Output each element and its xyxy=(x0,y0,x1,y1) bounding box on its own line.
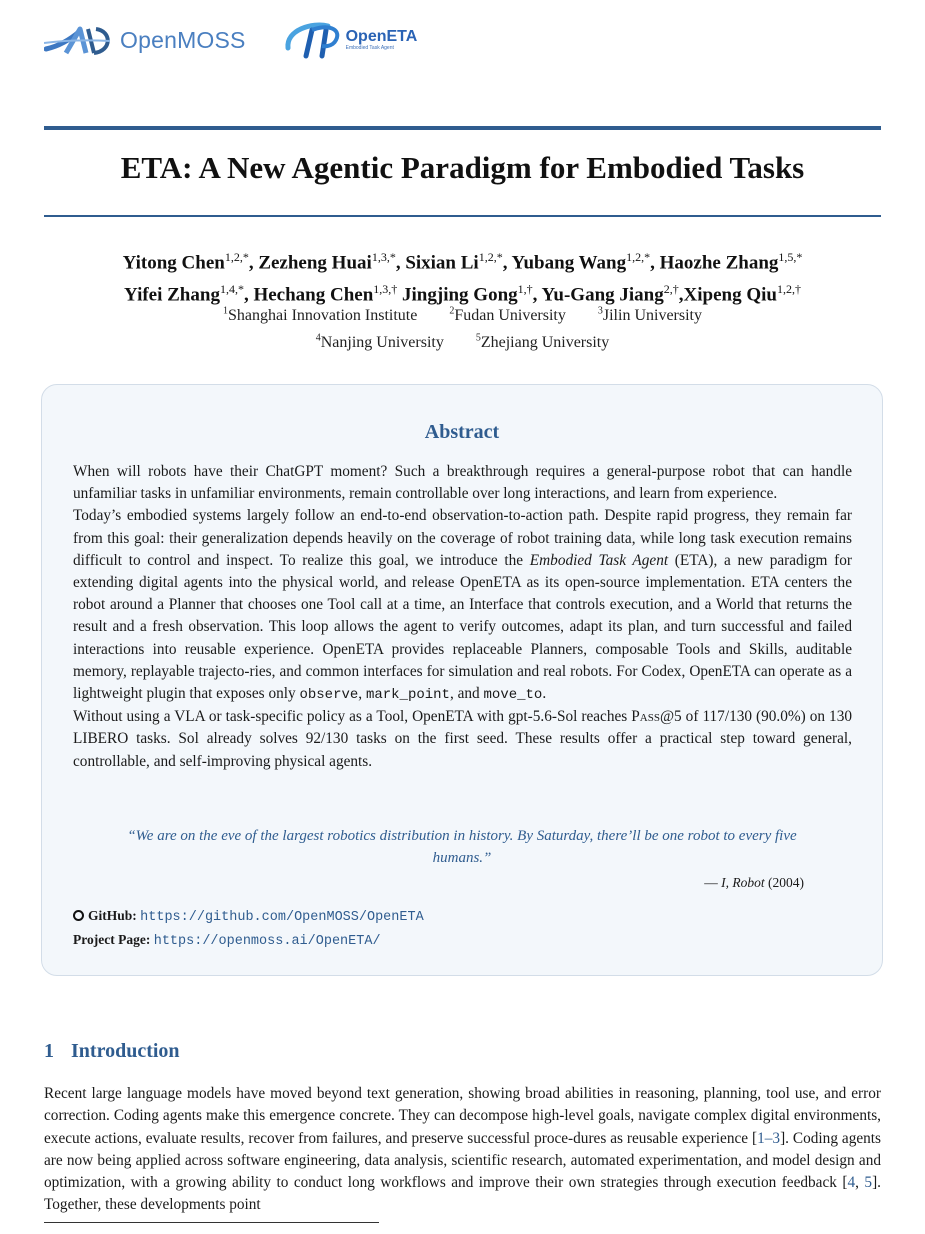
author-affiliation-marker: 1,† xyxy=(517,282,533,297)
section-title: Introduction xyxy=(71,1040,180,1062)
code-observe: observe xyxy=(299,687,359,704)
author-name: Zezheng Huai xyxy=(258,252,372,274)
introduction-paragraph: Recent large language models have moved beyond text generation, showing broad abilities in reasoning, planning, tool use, and error correction. Coding agents make this emergence concrete. They can decompose high-level goals, navigate complex digital environments, execute actions, evaluate results, recover from failures, and preserve successful proce-dures as reusable experience [1–3]. Coding agents are now being applied across software engineering, data analysis, scientific research, automated experimentation, and model design and optimization, with a growing ability to conduct long workflows and improve their own strategies through execution feedback [4, 5]. Together, these developments point xyxy=(44,1085,881,1214)
author-name: Yitong Chen xyxy=(122,252,225,274)
author-affiliation-marker: 1,3,† xyxy=(373,282,398,297)
openeta-mark-icon xyxy=(282,20,346,60)
epigraph-quote: “We are on the eve of the largest robotics distribution in history. By Saturday, there’ll be one robot to every five humans.” xyxy=(127,828,797,866)
author-affiliation-marker: 2,† xyxy=(663,282,679,297)
github-row xyxy=(73,905,424,929)
author-affiliation-marker: 1,3,* xyxy=(371,250,396,264)
author-name: Yifei Zhang xyxy=(124,284,220,306)
author-name: Yu-Gang Jiang xyxy=(541,284,664,306)
code-move-to: move_to xyxy=(483,687,543,704)
abstract-paragraph-2: Today’s embodied systems largely follow an end-to-end observation-to-action path. Despite rapid progress, they remain far from this goal: their generalization depends heavily on the coverage of robot training data, while long task execution remains difficult to control and inspect. To realize this goal, we introduce the Embodied Task Agent (ETA), a new paradigm for extending digital agents into the physical world, and release OpenETA as its open-source implementation. ETA centers the robot around a Planner that chooses one Tool call at a time, an Interface that controls execution, and a World that returns the result and a fresh observation. This loop allows the agent to verify outcomes, adapt its plan, and turn successful and failed interactions into reusable experience. OpenETA provides replaceable Planners, composable Tools and Skills, auditable memory, replayable trajecto-ries, and common interfaces for simulation and real robots. For Codex, OpenETA can operate as a lightweight plugin that exposes only observe, mark_point, and move_to. xyxy=(73,507,852,704)
author-line-2: Yifei Zhang$^{1,4,*}$, Hechang Chen$^{1,3,\dagger}$ Jingjing Gong$^{1,\dagger}$, Yu-Gang Jiang$^{2,\dagger}$,Xipeng Qiu$^{1,2,\dagger}$ xyxy=(124,282,801,306)
affiliations-line-1 xyxy=(0,306,925,325)
affiliation: $^4$Nanjing University xyxy=(315,333,444,352)
title-rule xyxy=(44,215,881,217)
author-affiliation-marker: 1,2,† xyxy=(776,282,801,297)
abstract-paragraph-3: Without using a VLA or task-specific policy as a Tool, OpenETA with gpt-5.6-Sol reaches Pass@5 of 117/130 (90.0%) on 130 LIBERO tasks. Sol already solves 92/130 tasks on the first seed. These results offer a practical step toward general, controllable, and self-improving physical agents. xyxy=(73,708,852,770)
author-name: Xipeng Qiu xyxy=(683,284,777,306)
abstract-paragraph-1: When will robots have their ChatGPT moment? Such a breakthrough requires a general-purpose robot that can handle unfamiliar tasks in unfamiliar environments, remain controllable over long interactions, and learn from experience. xyxy=(73,463,852,503)
section-number: 1 xyxy=(44,1040,54,1062)
openeta-logo xyxy=(282,20,418,60)
author-affiliation-marker: 1,2,* xyxy=(626,250,651,264)
openeta-logo-tagline: Embodied Task Agent xyxy=(345,44,394,51)
affiliation: $^2$Fudan University xyxy=(449,306,566,325)
pass-metric: Pass xyxy=(631,708,660,726)
github-label: GitHub: xyxy=(88,908,137,923)
paper-title: ETA: A New Agentic Paradigm for Embodied Tasks xyxy=(120,150,805,185)
author-name: Haozhe Zhang xyxy=(659,252,779,274)
code-mark-point: mark_point xyxy=(365,687,450,704)
citation-link[interactable]: 5 xyxy=(864,1174,873,1192)
author-name: Hechang Chen xyxy=(253,284,374,306)
openmoss-logo xyxy=(44,23,246,57)
author-name: Yubang Wang xyxy=(511,252,627,274)
affiliations-line-2 xyxy=(0,333,925,352)
openmoss-mark-icon xyxy=(44,23,114,57)
author-list xyxy=(0,244,925,309)
abstract-heading: Abstract xyxy=(424,421,500,443)
author-affiliation-marker: 1,2,* xyxy=(478,250,503,264)
affiliation: $^5$Zhejiang University xyxy=(475,333,610,352)
github-icon xyxy=(73,910,84,921)
github-link[interactable]: https://github.com/OpenMOSS/OpenETA xyxy=(140,910,424,925)
affiliation: $^3$Jilin University xyxy=(597,306,702,325)
affiliation: $^1$Shanghai Innovation Institute xyxy=(223,306,418,325)
abstract-box xyxy=(41,384,883,976)
footnote-rule xyxy=(44,1222,379,1223)
eta-term: Embodied Task Agent xyxy=(529,551,669,569)
author-name: Sixian Li xyxy=(405,252,479,274)
abstract-body xyxy=(73,461,852,773)
author-name: Jingjing Gong xyxy=(402,284,518,306)
author-affiliation-marker: 1,5,* xyxy=(778,250,803,264)
author-affiliation-marker: 1,2,* xyxy=(224,250,249,264)
quote-attribution: — I, Robot (2004) xyxy=(704,875,804,890)
logo-bar xyxy=(44,18,417,62)
project-page-link[interactable]: https://openmoss.ai/OpenETA/ xyxy=(153,934,381,949)
citation-link[interactable]: 1–3 xyxy=(757,1129,781,1147)
author-line-1: Yitong Chen$^{1,2,*}$, Zezheng Huai$^{1,3,*}$, Sixian $Li^{1,2,*}$, Yubang Wang$^{1,2,*}$, Haozhe Zhang$^{1,5,*}$ xyxy=(122,250,803,274)
top-rule xyxy=(44,126,881,130)
project-row xyxy=(73,929,424,953)
author-affiliation-marker: 1,4,* xyxy=(219,282,244,297)
citation-link[interactable]: 4 xyxy=(847,1174,856,1192)
openmoss-logo-text: OpenMOSS xyxy=(120,26,246,53)
resource-links xyxy=(73,905,424,953)
openeta-logo-text: OpenETA xyxy=(345,27,418,45)
project-label: Project Page: xyxy=(73,932,151,947)
section-heading-introduction xyxy=(44,1040,180,1063)
